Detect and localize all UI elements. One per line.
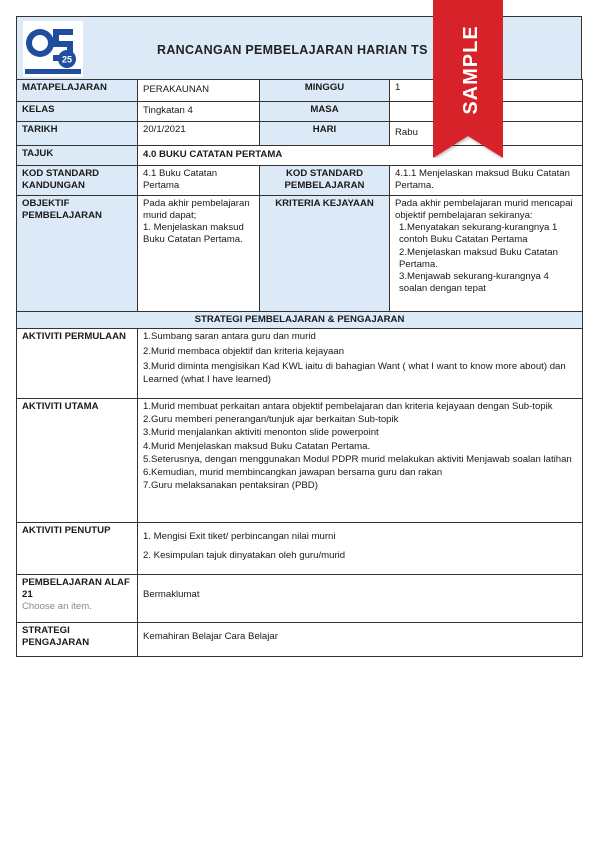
activity-item: 2.Guru memberi penerangan/tunjuk ajar berkaitan Sub-topik	[143, 414, 399, 426]
criteria-label: KRITERIA KEJAYAAN	[260, 195, 390, 311]
subject-label: MATAPELAJARAN	[17, 80, 138, 102]
content-standard-value[interactable]: 4.1 Buku Catatan Pertama	[138, 166, 260, 196]
date-label: TARIKH	[17, 122, 138, 146]
week-label: MINGGU	[260, 80, 390, 102]
activity-item: 4.Murid Menjelaskan maksud Buku Catatan Pertama.	[143, 440, 371, 452]
topic-value[interactable]: 4.0 BUKU CATATAN PERTAMA	[138, 146, 583, 166]
activity-item: 2.Murid membaca objektif dan kriteria kejayaan	[143, 346, 345, 358]
closing-activity-cell[interactable]	[138, 522, 583, 574]
closing-activity-label: AKTIVITI PENUTUP	[17, 522, 138, 574]
teaching-strategy-label: STRATEGI PENGAJARAN	[17, 622, 138, 656]
learning-standard-value[interactable]: 4.1.1 Menjelaskan maksud Buku Catatan Pertama.	[390, 166, 583, 196]
activity-item: 6.Kemudian, murid membincangkan jawapan bersama guru dan rakan	[143, 467, 443, 479]
logo-number: 25	[61, 54, 73, 65]
sample-ribbon-icon	[433, 0, 503, 158]
row-closing-activity	[17, 522, 583, 574]
criteria-intro: Pada akhir pembelajaran murid mencapai objektif pembelajaran sekiranya:	[395, 197, 573, 221]
class-label: KELAS	[17, 102, 138, 122]
objectives-label: OBJEKTIF PEMBELAJARAN	[17, 195, 138, 311]
row-standards	[17, 166, 583, 196]
pak21-dropdown[interactable]: Choose an item.	[22, 601, 92, 613]
subject-value[interactable]: PERAKAUNAN	[138, 80, 260, 102]
objectives-cell[interactable]	[138, 195, 260, 311]
criteria-cell[interactable]	[390, 195, 583, 311]
row-main-activity	[17, 398, 583, 522]
pak21-value[interactable]: Bermaklumat	[138, 574, 583, 622]
pak21-label-text: PEMBELAJARAN ALAF 21	[22, 576, 130, 601]
criteria-item: 1.Menyatakan sekurang-kurangnya 1 contoh Buku Catatan Pertama	[399, 222, 558, 246]
objectives-intro: Pada akhir pembelajaran murid dapat;	[143, 197, 250, 221]
criteria-item: 3.Menjawab sekurang-kurangnya 4 soalan dengan tepat	[399, 271, 549, 295]
objective-item: 1. Menjelaskan maksud Buku Catatan Pertama.	[143, 222, 244, 246]
page-title: RANCANGAN PEMBELAJARAN HARIAN TS	[157, 43, 428, 57]
week-value[interactable]: 1	[390, 80, 583, 102]
class-value[interactable]: Tingkatan 4	[138, 102, 260, 122]
row-opening-activity	[17, 328, 583, 398]
activity-item: 3.Murid diminta mengisikan Kad KWL iaitu di bahagian Want ( what I want to know more about) dan Learned (what I have learned)	[143, 361, 566, 385]
strategy-heading: STRATEGI PEMBELAJARAN & PENGAJARAN	[17, 311, 583, 328]
lesson-plan-table	[16, 79, 583, 657]
opening-activity-cell[interactable]	[138, 328, 583, 398]
day-value[interactable]: Rabu	[390, 122, 583, 146]
row-teaching-strategy	[17, 622, 583, 656]
activity-item: 3.Murid menjalankan aktiviti menonton slide powerpoint	[143, 427, 379, 439]
activity-item: 7.Guru melaksanakan pentaksiran (PBD)	[143, 480, 318, 492]
watermark-text: SAMPLE	[460, 25, 482, 115]
activity-item: 1.Sumbang saran antara guru dan murid	[143, 330, 316, 342]
pak21-label	[17, 574, 138, 622]
day-label: HARI	[260, 122, 390, 146]
row-strategy-heading	[17, 311, 583, 328]
activity-item: 1. Mengisi Exit tiket/ perbincangan nilai murni	[143, 531, 336, 543]
time-label: MASA	[260, 102, 390, 122]
teaching-strategy-value[interactable]: Kemahiran Belajar Cara Belajar	[138, 622, 583, 656]
activity-item: 1.Murid membuat perkaitan antara objektif pembelajaran dan kriteria kejayaan dengan Sub-topik	[143, 400, 553, 412]
row-pak21	[17, 574, 583, 622]
row-objectives	[17, 195, 583, 311]
main-activity-cell[interactable]	[138, 398, 583, 522]
content-standard-label: KOD STANDARD KANDUNGAN	[17, 166, 138, 196]
main-activity-label: AKTIVITI UTAMA	[17, 398, 138, 522]
activity-item: 5.Seterusnya, dengan menggunakan Modul PDPR murid melakukan aktiviti Menjawab soalan latihan	[143, 453, 572, 465]
opening-activity-label: AKTIVITI PERMULAAN	[17, 328, 138, 398]
learning-standard-label: KOD STANDARD PEMBELAJARAN	[260, 166, 390, 196]
activity-item: 2. Kesimpulan tajuk dinyatakan oleh guru/murid	[143, 550, 346, 562]
criteria-item: 2.Menjelaskan maksud Buku Catatan Pertama.	[399, 246, 558, 270]
topic-label: TAJUK	[17, 146, 138, 166]
school-logo-icon	[23, 21, 83, 77]
date-value[interactable]: 20/1/2021	[138, 122, 260, 146]
